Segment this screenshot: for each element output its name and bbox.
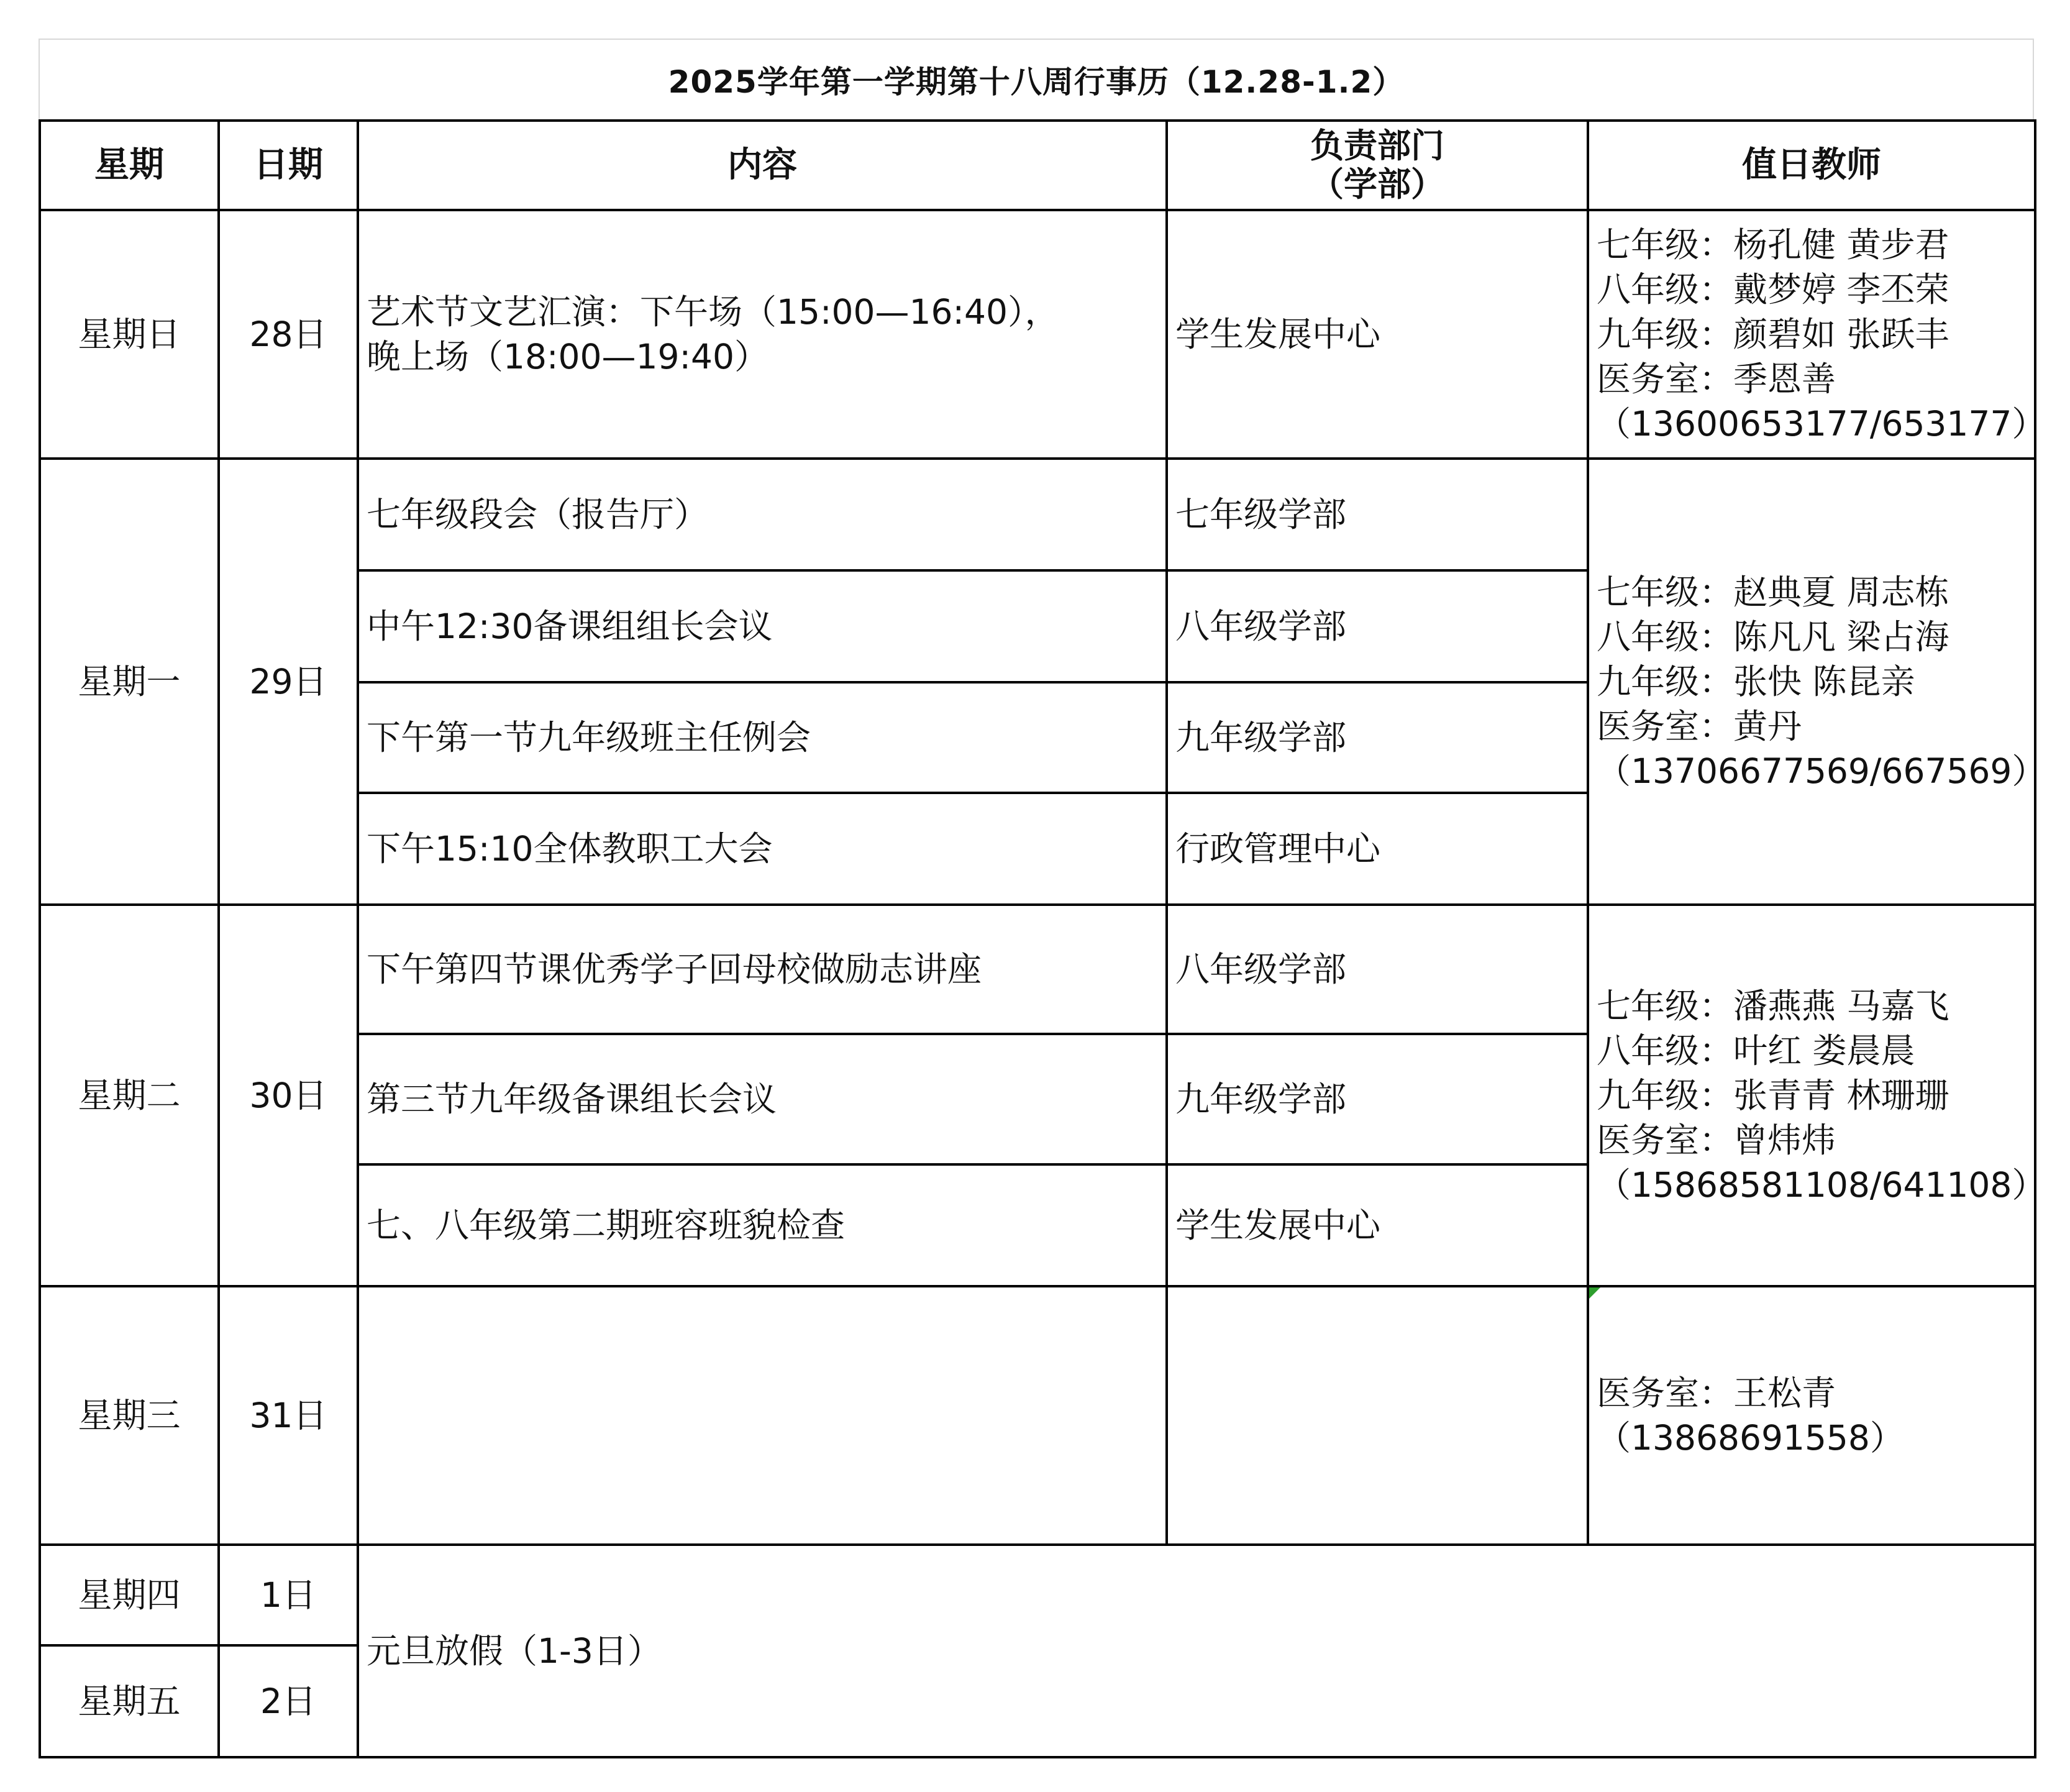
content-cell: 第三节九年级备课组长会议 [358,1034,1167,1164]
duty-line: 医务室：季恩善 [1597,359,1836,399]
weekday-cell: 星期四 [40,1545,219,1645]
duty-line: 九年级：张快 陈昆亲 [1597,662,1915,702]
duty-phone: （13706677569/667569） [1597,751,2046,791]
header-content: 内容 [358,121,1167,210]
duty-phone: （13600653177/653177） [1597,404,2046,444]
duty-line: 七年级：赵典夏 周志栋 [1597,572,1949,612]
duty-cell [1588,1286,2035,1545]
dept-cell: 八年级学部 [1167,570,1588,682]
dept-cell [1167,1286,1588,1545]
header-row [40,121,2035,210]
duty-line: 七年级：潘燕燕 马嘉飞 [1597,986,1949,1026]
weekday-cell: 星期一 [40,459,219,905]
content-cell: 下午第四节课优秀学子回母校做励志讲座 [358,905,1167,1034]
weekday-cell: 星期日 [40,210,219,459]
header-dept-line1: 负责部门 [1310,126,1444,165]
duty-cell [1588,210,2046,459]
content-cell: 下午15:10全体教职工大会 [358,793,1167,905]
date-cell: 29日 [219,459,358,905]
weekday-cell: 星期五 [40,1645,219,1757]
table-row [40,1545,2035,1645]
table-row [40,905,2035,1034]
header-dept-line2: （学部） [1310,165,1444,204]
content-line: 晚上场（18:00—19:40） [367,337,769,377]
duty-line: 七年级：杨孔健 黄步君 [1597,225,1949,265]
dept-cell: 行政管理中心 [1167,793,1588,905]
dept-cell: 九年级学部 [1167,682,1588,793]
duty-phone: （13868691558） [1597,1418,1904,1458]
duty-line: 医务室：曾炜炜 [1597,1120,1836,1160]
comment-marker-icon [1589,1287,1600,1299]
dept-cell: 八年级学部 [1167,905,1588,1034]
date-cell: 28日 [219,210,358,459]
duty-cell [1588,459,2046,905]
table-row [40,210,2035,459]
dept-cell: 学生发展中心 [1167,1164,1588,1286]
header-weekday: 星期 [40,121,219,210]
content-cell [358,1286,1167,1545]
content-cell: 中午12:30备课组组长会议 [358,570,1167,682]
header-duty: 值日教师 [1588,121,2035,210]
duty-phone: （15868581108/641108） [1597,1165,2046,1205]
duty-line: 八年级：叶红 娄晨晨 [1597,1031,1915,1071]
dept-cell: 九年级学部 [1167,1034,1588,1164]
content-cell [358,210,1167,459]
duty-cell [1588,905,2046,1286]
duty-line: 八年级：陈凡凡 梁占海 [1597,617,1949,657]
holiday-cell: 元旦放假（1-3日） [358,1545,2035,1757]
calendar-sheet [39,39,2046,1758]
table-row [40,459,2035,570]
weekday-cell: 星期三 [40,1286,219,1545]
dept-cell: 学生发展中心 [1167,210,1588,459]
content-cell: 七、八年级第二期班容班貌检查 [358,1164,1167,1286]
table-row [40,1286,2035,1545]
date-cell: 30日 [219,905,358,1286]
schedule-table [39,119,2046,1758]
header-dept [1167,121,1588,210]
sheet-title: 2025学年第一学期第十八周行事历（12.28-1.2） [39,39,2034,119]
content-line: 艺术节文艺汇演：下午场（15:00—16:40）， [367,292,1059,332]
duty-line: 医务室：黄丹 [1597,706,1802,746]
date-cell: 2日 [219,1645,358,1757]
date-cell: 31日 [219,1286,358,1545]
dept-cell: 七年级学部 [1167,459,1588,570]
weekday-cell: 星期二 [40,905,219,1286]
duty-line: 八年级：戴梦婷 李丕荣 [1597,270,1949,309]
content-cell: 下午第一节九年级班主任例会 [358,682,1167,793]
header-date: 日期 [219,121,358,210]
duty-line: 九年级：张青青 林珊珊 [1597,1076,1949,1115]
date-cell: 1日 [219,1545,358,1645]
duty-line: 九年级：颜碧如 张跃丰 [1597,314,1949,354]
duty-line: 医务室：王松青 [1597,1373,1836,1413]
content-cell: 七年级段会（报告厅） [358,459,1167,570]
